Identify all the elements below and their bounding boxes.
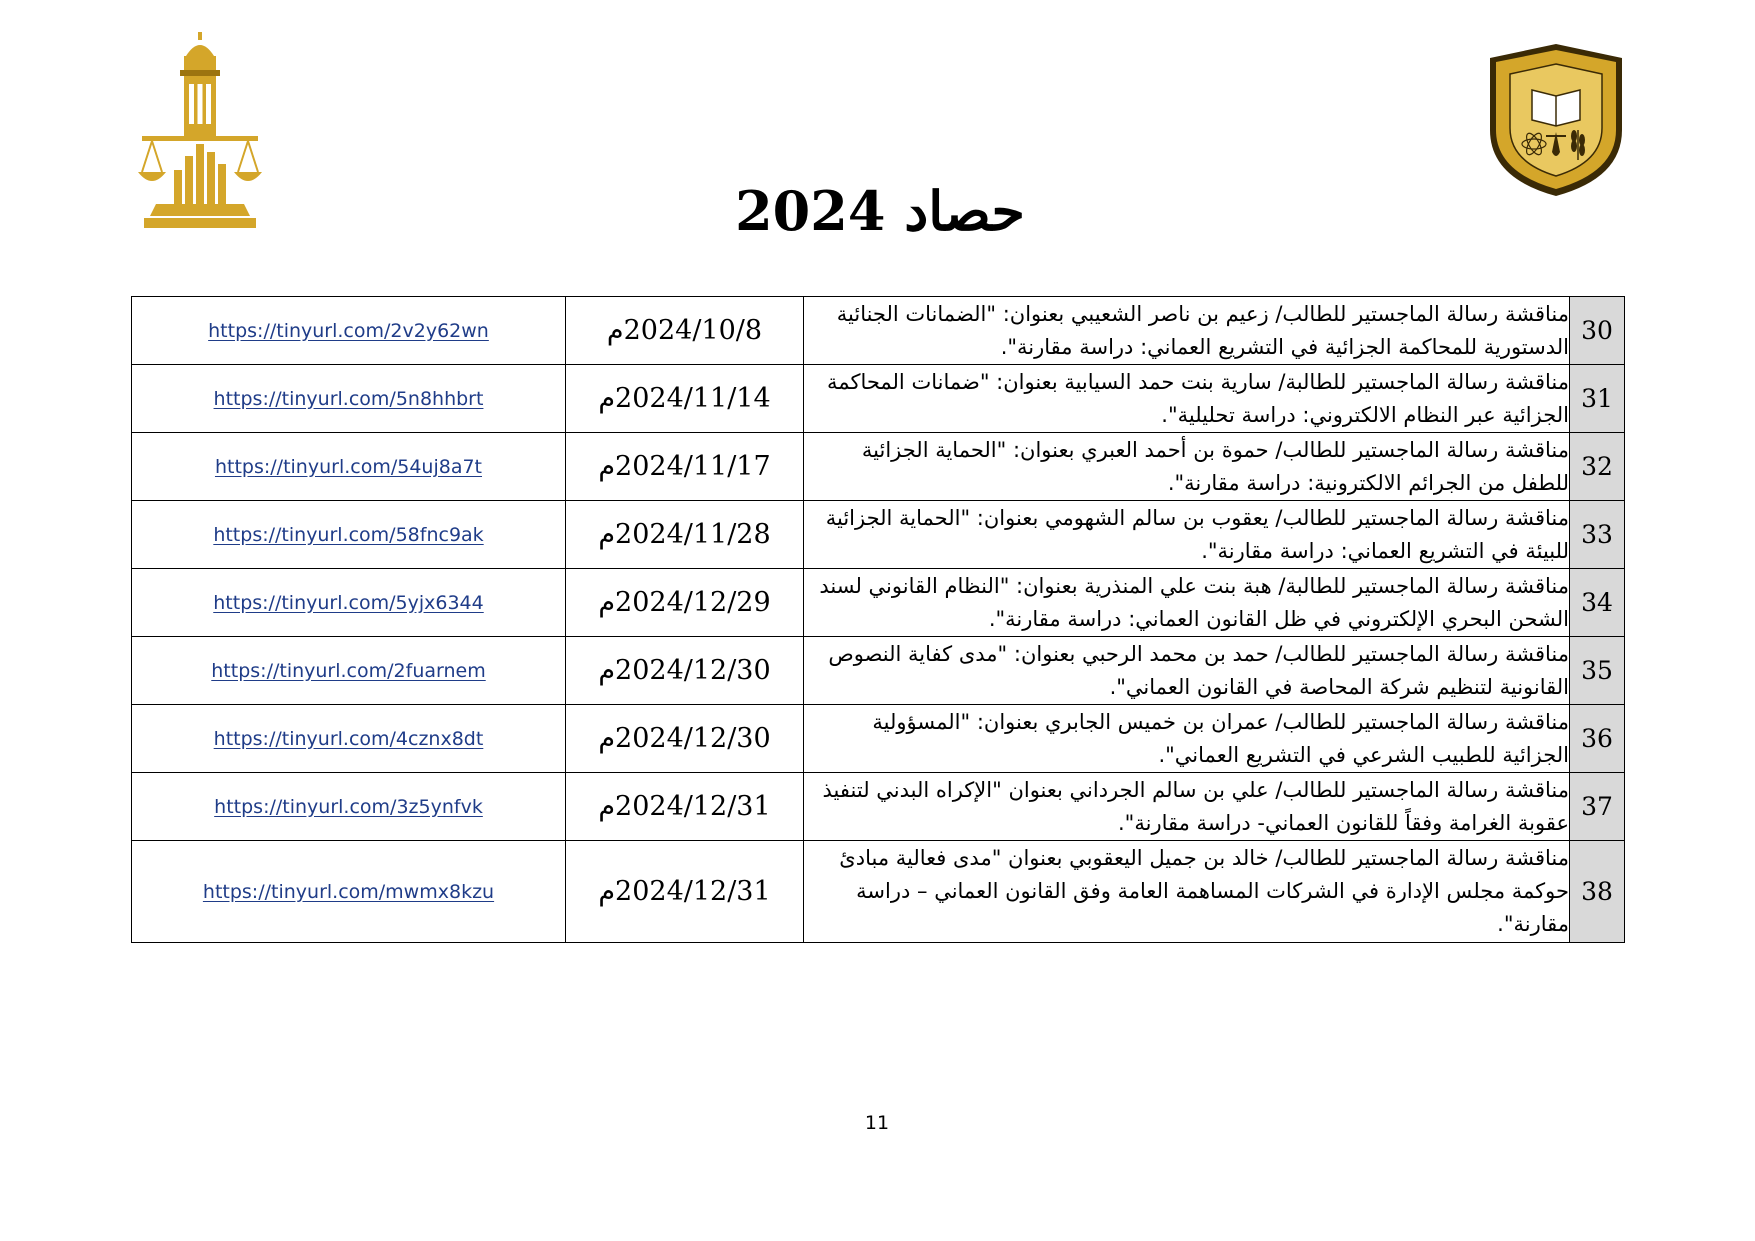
description-cell: مناقشة رسالة الماجستير للطالب/ حمد بن محمد الرحبي بعنوان: "مدى كفاية النصوص القانونية لتنظيم شركة المحاصة في القانون العماني". xyxy=(804,637,1570,705)
link-cell xyxy=(132,637,566,705)
date-cell: 2024/11/14م xyxy=(566,365,804,433)
description-cell: مناقشة رسالة الماجستير للطالب/ عمران بن خميس الجابري بعنوان: "المسؤولية الجزائية للطبيب الشرعي في التشريع العماني". xyxy=(804,705,1570,773)
link-cell xyxy=(132,773,566,841)
row-number-cell: 38 xyxy=(1570,841,1625,943)
table-row xyxy=(132,773,1625,841)
university-crest-icon xyxy=(1482,40,1630,200)
description-cell: مناقشة رسالة الماجستير للطالب/ علي بن سالم الجرداني بعنوان "الإكراه البدني لتنفيذ عقوبة الغرامة وفقاً للقانون العماني- دراسة مقارنة". xyxy=(804,773,1570,841)
table-row xyxy=(132,501,1625,569)
link-cell xyxy=(132,569,566,637)
recording-link[interactable]: https://tinyurl.com/5n8hhbrt xyxy=(213,387,484,410)
table-row xyxy=(132,705,1625,773)
recording-link[interactable]: https://tinyurl.com/54uj8a7t xyxy=(214,455,483,478)
row-number-cell: 34 xyxy=(1570,569,1625,637)
row-number-cell: 37 xyxy=(1570,773,1625,841)
recording-link[interactable]: https://tinyurl.com/58fnc9ak xyxy=(213,523,484,546)
date-cell: 2024/11/28م xyxy=(566,501,804,569)
recording-link[interactable]: https://tinyurl.com/3z5ynfvk xyxy=(214,795,483,818)
recording-link[interactable]: https://tinyurl.com/2v2y62wn xyxy=(208,319,489,342)
college-of-law-logo xyxy=(138,32,262,230)
table-row xyxy=(132,569,1625,637)
link-cell xyxy=(132,433,566,501)
recording-link[interactable]: https://tinyurl.com/5yjx6344 xyxy=(213,591,484,614)
link-cell xyxy=(132,501,566,569)
table-row xyxy=(132,297,1625,365)
row-number-cell: 31 xyxy=(1570,365,1625,433)
table-row xyxy=(132,841,1625,943)
date-cell: 2024/10/8م xyxy=(566,297,804,365)
description-cell: مناقشة رسالة الماجستير للطالب/ خالد بن جميل اليعقوبي بعنوان "مدى فعالية مبادئ حوكمة مجلس الإدارة في الشركات المساهمة العامة وفق القانون العماني – دراسة مقارنة". xyxy=(804,841,1570,943)
table-row xyxy=(132,433,1625,501)
description-cell: مناقشة رسالة الماجستير للطالبة/ سارية بنت حمد السيابية بعنوان: "ضمانات المحاكمة الجزائية عبر النظام الالكتروني: دراسة تحليلية". xyxy=(804,365,1570,433)
date-cell: 2024/12/31م xyxy=(566,841,804,943)
row-number-cell: 30 xyxy=(1570,297,1625,365)
description-cell: مناقشة رسالة الماجستير للطالب/ يعقوب بن سالم الشهومي بعنوان: "الحماية الجزائية للبيئة في التشريع العماني: دراسة مقارنة". xyxy=(804,501,1570,569)
table-row xyxy=(132,365,1625,433)
row-number-cell: 32 xyxy=(1570,433,1625,501)
date-cell: 2024/11/17م xyxy=(566,433,804,501)
row-number-cell: 36 xyxy=(1570,705,1625,773)
page-title: حصاد 2024 xyxy=(735,179,1025,243)
university-emblem-logo xyxy=(1482,40,1630,200)
description-cell: مناقشة رسالة الماجستير للطالب/ زعيم بن ناصر الشعيبي بعنوان: "الضمانات الجنائية الدستورية للمحاكمة الجزائية في التشريع العماني: دراسة مقارنة". xyxy=(804,297,1570,365)
recording-link[interactable]: https://tinyurl.com/4cznx8dt xyxy=(213,727,484,750)
link-cell xyxy=(132,705,566,773)
page-number: 11 xyxy=(864,1112,890,1134)
table-row xyxy=(132,637,1625,705)
scales-of-justice-icon xyxy=(138,32,262,230)
date-cell: 2024/12/29م xyxy=(566,569,804,637)
description-cell: مناقشة رسالة الماجستير للطالبة/ هبة بنت علي المنذرية بعنوان: "النظام القانوني لسند الشحن البحري الإلكتروني في ظل القانون العماني: دراسة مقارنة". xyxy=(804,569,1570,637)
row-number-cell: 35 xyxy=(1570,637,1625,705)
recording-link[interactable]: https://tinyurl.com/2fuarnem xyxy=(211,659,486,682)
theses-table xyxy=(131,296,1625,943)
date-cell: 2024/12/30م xyxy=(566,705,804,773)
link-cell xyxy=(132,365,566,433)
row-number-cell: 33 xyxy=(1570,501,1625,569)
link-cell xyxy=(132,297,566,365)
recording-link[interactable]: https://tinyurl.com/mwmx8kzu xyxy=(202,880,495,903)
date-cell: 2024/12/31م xyxy=(566,773,804,841)
date-cell: 2024/12/30م xyxy=(566,637,804,705)
description-cell: مناقشة رسالة الماجستير للطالب/ حموة بن أحمد العبري بعنوان: "الحماية الجزائية للطفل من الجرائم الالكترونية: دراسة مقارنة". xyxy=(804,433,1570,501)
link-cell xyxy=(132,841,566,943)
